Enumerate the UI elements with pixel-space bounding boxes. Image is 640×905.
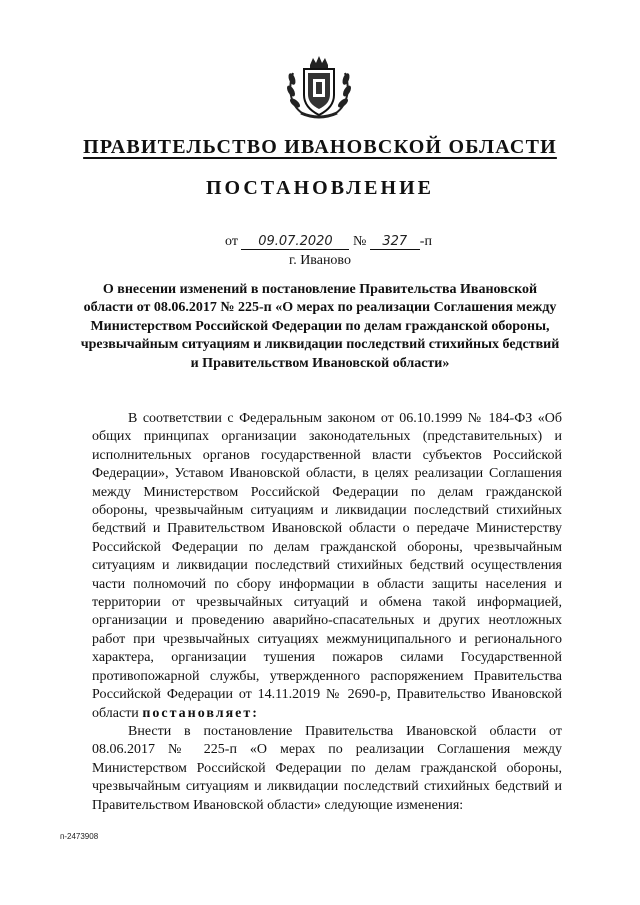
city-line: г. Иваново [289, 253, 351, 268]
number-suffix: -п [419, 234, 432, 249]
handwritten-date: 09.07.2020 [241, 234, 349, 250]
paragraph-text: В соответствии с Федеральным законом от 06.10.1999 № 184-ФЗ «Об общих принципах организации законодательных (представительных) и исполнительных органов государственной власти субъектов Российской Федерации», Уставом Ивановской области, в целях реализации Соглашения между Министерством Российской Федерации по делам гражданской обороны, чрезвычайным ситуациям и ликвидации последствий стихийных бедствий и Правительством Ивановской области о передаче Министерству Российской Федерации по делам гражданской обороны, чрезвычайным ситуациям и ликвидации последствий стихийных бедствий осуществления части полномочий по сбору информации в области защиты населения и территории от чрезвычайных ситуаций и обмена такой информацией, организации и проведению аварийно-спасательных и других неотложных работ при чрезвычайных ситуациях межмуниципального и регионального характера, организации тушения пожаров силами Государственной противопожарной службы, утвержденного распоряжением Правительства Российской Федерации от 14.11.2019 № 2690-р, Правительство Ивановской области [92, 411, 562, 721]
body-paragraph [92, 410, 562, 723]
document-subject: О внесении изменений в постановление Правительства Ивановской области от 08.06.2017 № 225-п «О мерах по реализации Соглашения между Министерством Российской Федерации по делам гражданской обороны, чрезвычайным ситуациям и ликвидации последствий стихийных бедствий и Правительством Ивановской области» [80, 282, 560, 371]
number-label: № [352, 234, 367, 249]
from-label: от [225, 234, 238, 249]
document-type-heading: ПОСТАНОВЛЕНИЕ [206, 177, 434, 199]
body-paragraph: Внести в постановление Правительства Ивановской области от 08.06.2017 № 225-п «О мерах по реализации Соглашения между Министерством Российской Федерации по делам гражданской обороны, чрезвычайным ситуациям и ликвидации последствий стихийных бедствий и Правительством Ивановской области» следующие изменения: [92, 723, 562, 813]
footer-doc-code: п-2473908 [60, 832, 99, 841]
registration-line [225, 234, 432, 250]
decree-word: постановляет: [142, 705, 259, 721]
handwritten-number: 327 [370, 234, 420, 250]
government-title: ПРАВИТЕЛЬСТВО ИВАНОВСКОЙ ОБЛАСТИ [83, 136, 557, 158]
coat-of-arms-icon [283, 55, 355, 121]
document-body [92, 410, 562, 815]
